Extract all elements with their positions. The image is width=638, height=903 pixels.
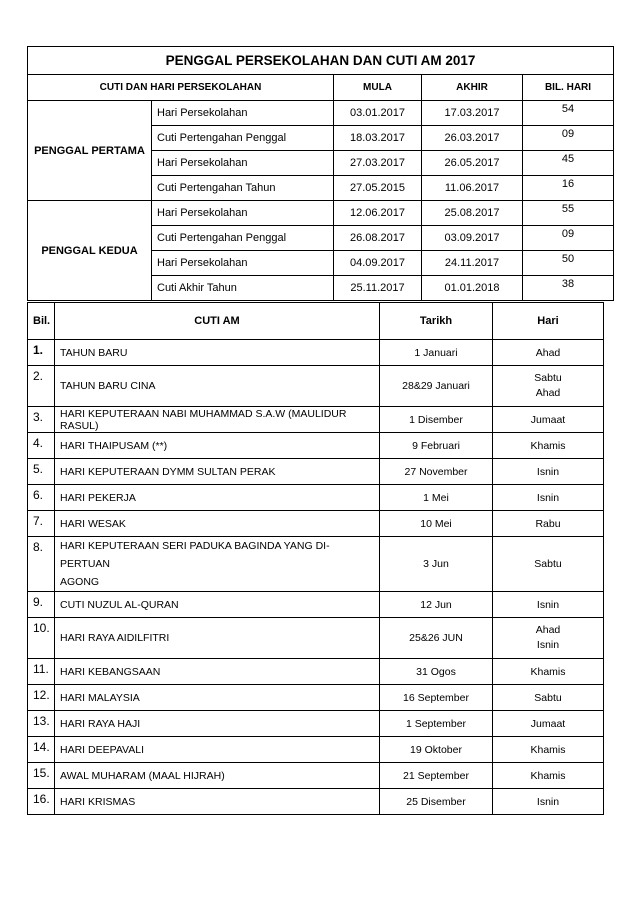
period-label: Cuti Pertengahan Penggal	[152, 126, 334, 151]
holiday-name: HARI PEKERJA	[55, 485, 380, 511]
holiday-day: Jumaat	[493, 711, 604, 737]
holiday-name-line2: AGONG	[60, 576, 100, 588]
holiday-name: HARI RAYA AIDILFITRI	[55, 618, 380, 659]
period-label: Cuti Akhir Tahun	[152, 276, 334, 301]
holiday-number: 12.	[28, 685, 55, 711]
holiday-number: 2.	[28, 366, 55, 407]
period-end: 03.09.2017	[422, 226, 523, 251]
holiday-day-line2: Isnin	[536, 639, 560, 651]
holiday-name: HARI MALAYSIA	[55, 685, 380, 711]
holiday-date: 25&26 JUN	[380, 618, 493, 659]
holiday-number: 7.	[28, 511, 55, 537]
holiday-number: 16.	[28, 789, 55, 815]
public-holidays-table	[27, 302, 604, 815]
period-days: 50	[523, 251, 614, 276]
holiday-day: Khamis	[493, 737, 604, 763]
holiday-number: 6.	[28, 485, 55, 511]
period-start: 27.05.2015	[334, 176, 422, 201]
header-date: Tarikh	[380, 303, 493, 340]
holiday-day: Ahad	[493, 340, 604, 366]
holidays-header-row	[28, 303, 604, 340]
period-days: 09	[523, 126, 614, 151]
header-end: AKHIR	[422, 75, 523, 101]
table-row	[28, 659, 604, 685]
holiday-number: 15.	[28, 763, 55, 789]
holiday-day: Sabtu	[493, 685, 604, 711]
holiday-day	[493, 618, 604, 659]
table-row	[28, 201, 614, 226]
holiday-day: Isnin	[493, 592, 604, 618]
period-end: 26.03.2017	[422, 126, 523, 151]
holiday-name: HARI WESAK	[55, 511, 380, 537]
holiday-date: 1 September	[380, 711, 493, 737]
period-start: 03.01.2017	[334, 101, 422, 126]
holiday-number: 8.	[28, 537, 55, 592]
table-row	[28, 618, 604, 659]
table-row	[28, 340, 604, 366]
holiday-day: Isnin	[493, 459, 604, 485]
holiday-date: 27 November	[380, 459, 493, 485]
period-days: 16	[523, 176, 614, 201]
holiday-day: Isnin	[493, 485, 604, 511]
holiday-day-line1: Ahad	[535, 624, 561, 636]
holiday-date: 1 Mei	[380, 485, 493, 511]
period-start: 12.06.2017	[334, 201, 422, 226]
holiday-date: 16 September	[380, 685, 493, 711]
holiday-name: HARI KEPUTERAAN DYMM SULTAN PERAK	[55, 459, 380, 485]
holiday-date: 1 Disember	[380, 407, 493, 433]
period-label: Cuti Pertengahan Penggal	[152, 226, 334, 251]
period-start: 18.03.2017	[334, 126, 422, 151]
holiday-number: 10.	[28, 618, 55, 659]
period-end: 17.03.2017	[422, 101, 523, 126]
holiday-name: TAHUN BARU CINA	[55, 366, 380, 407]
holiday-date: 10 Mei	[380, 511, 493, 537]
school-calendar-table	[27, 46, 614, 301]
table-row	[28, 433, 604, 459]
period-label: Hari Persekolahan	[152, 201, 334, 226]
holiday-number: 11.	[28, 659, 55, 685]
period-label: Hari Persekolahan	[152, 101, 334, 126]
holiday-number: 4.	[28, 433, 55, 459]
table-row	[28, 485, 604, 511]
period-end: 11.06.2017	[422, 176, 523, 201]
header-start: MULA	[334, 75, 422, 101]
table-row	[28, 459, 604, 485]
calendar-title: PENGGAL PERSEKOLAHAN DAN CUTI AM 2017	[28, 47, 614, 75]
holiday-day: Isnin	[493, 789, 604, 815]
holiday-date: 19 Oktober	[380, 737, 493, 763]
holiday-name-line1: HARI KEPUTERAAN SERI PADUKA BAGINDA YANG DI-PERTUAN	[60, 540, 330, 570]
term-name: PENGGAL PERTAMA	[28, 101, 152, 201]
period-start: 26.08.2017	[334, 226, 422, 251]
holiday-number: 1.	[28, 340, 55, 366]
period-end: 24.11.2017	[422, 251, 523, 276]
header-category: CUTI DAN HARI PERSEKOLAHAN	[28, 75, 334, 101]
holiday-day: Jumaat	[493, 407, 604, 433]
holiday-number: 3.	[28, 407, 55, 433]
holiday-name: HARI KEBANGSAAN	[55, 659, 380, 685]
header-days: BIL. HARI	[523, 75, 614, 101]
holiday-date: 12 Jun	[380, 592, 493, 618]
holiday-name: HARI KRISMAS	[55, 789, 380, 815]
holiday-day: Sabtu	[493, 537, 604, 592]
table-row	[28, 711, 604, 737]
calendar-header-row	[28, 75, 614, 101]
holiday-date: 21 September	[380, 763, 493, 789]
holiday-day: Khamis	[493, 433, 604, 459]
holiday-number: 13.	[28, 711, 55, 737]
period-days: 55	[523, 201, 614, 226]
header-day: Hari	[493, 303, 604, 340]
holiday-name	[55, 537, 380, 592]
holiday-number: 14.	[28, 737, 55, 763]
period-end: 25.08.2017	[422, 201, 523, 226]
holiday-date: 28&29 Januari	[380, 366, 493, 407]
table-row	[28, 737, 604, 763]
table-row	[28, 537, 604, 592]
period-days: 54	[523, 101, 614, 126]
holiday-day: Rabu	[493, 511, 604, 537]
holiday-date: 3 Jun	[380, 537, 493, 592]
table-row	[28, 789, 604, 815]
term-name: PENGGAL KEDUA	[28, 201, 152, 301]
header-no: Bil.	[28, 303, 55, 340]
holiday-date: 1 Januari	[380, 340, 493, 366]
period-start: 27.03.2017	[334, 151, 422, 176]
period-days: 45	[523, 151, 614, 176]
period-days: 38	[523, 276, 614, 301]
holiday-name: CUTI NUZUL AL-QURAN	[55, 592, 380, 618]
period-end: 01.01.2018	[422, 276, 523, 301]
holiday-date: 31 Ogos	[380, 659, 493, 685]
table-row	[28, 511, 604, 537]
table-row	[28, 685, 604, 711]
holiday-name: HARI KEPUTERAAN NABI MUHAMMAD S.A.W (MAULIDUR RASUL)	[55, 407, 380, 433]
period-label: Cuti Pertengahan Tahun	[152, 176, 334, 201]
holiday-name: HARI RAYA HAJI	[55, 711, 380, 737]
holiday-date: 9 Februari	[380, 433, 493, 459]
holiday-day: Khamis	[493, 659, 604, 685]
holiday-day	[493, 366, 604, 407]
period-start: 04.09.2017	[334, 251, 422, 276]
table-row	[28, 101, 614, 126]
period-days: 09	[523, 226, 614, 251]
period-end: 26.05.2017	[422, 151, 523, 176]
period-label: Hari Persekolahan	[152, 151, 334, 176]
table-row	[28, 407, 604, 433]
holiday-name: HARI DEEPAVALI	[55, 737, 380, 763]
holiday-day-line2: Ahad	[535, 387, 561, 399]
holiday-date: 25 Disember	[380, 789, 493, 815]
table-row	[28, 592, 604, 618]
table-row	[28, 366, 604, 407]
period-label: Hari Persekolahan	[152, 251, 334, 276]
table-row	[28, 763, 604, 789]
holiday-name: AWAL MUHARAM (MAAL HIJRAH)	[55, 763, 380, 789]
holiday-day: Khamis	[493, 763, 604, 789]
holiday-name: HARI THAIPUSAM (**)	[55, 433, 380, 459]
holiday-number: 9.	[28, 592, 55, 618]
holiday-number: 5.	[28, 459, 55, 485]
period-start: 25.11.2017	[334, 276, 422, 301]
holiday-name: TAHUN BARU	[55, 340, 380, 366]
holiday-day-line1: Sabtu	[534, 372, 562, 384]
header-holiday: CUTI AM	[55, 303, 380, 340]
